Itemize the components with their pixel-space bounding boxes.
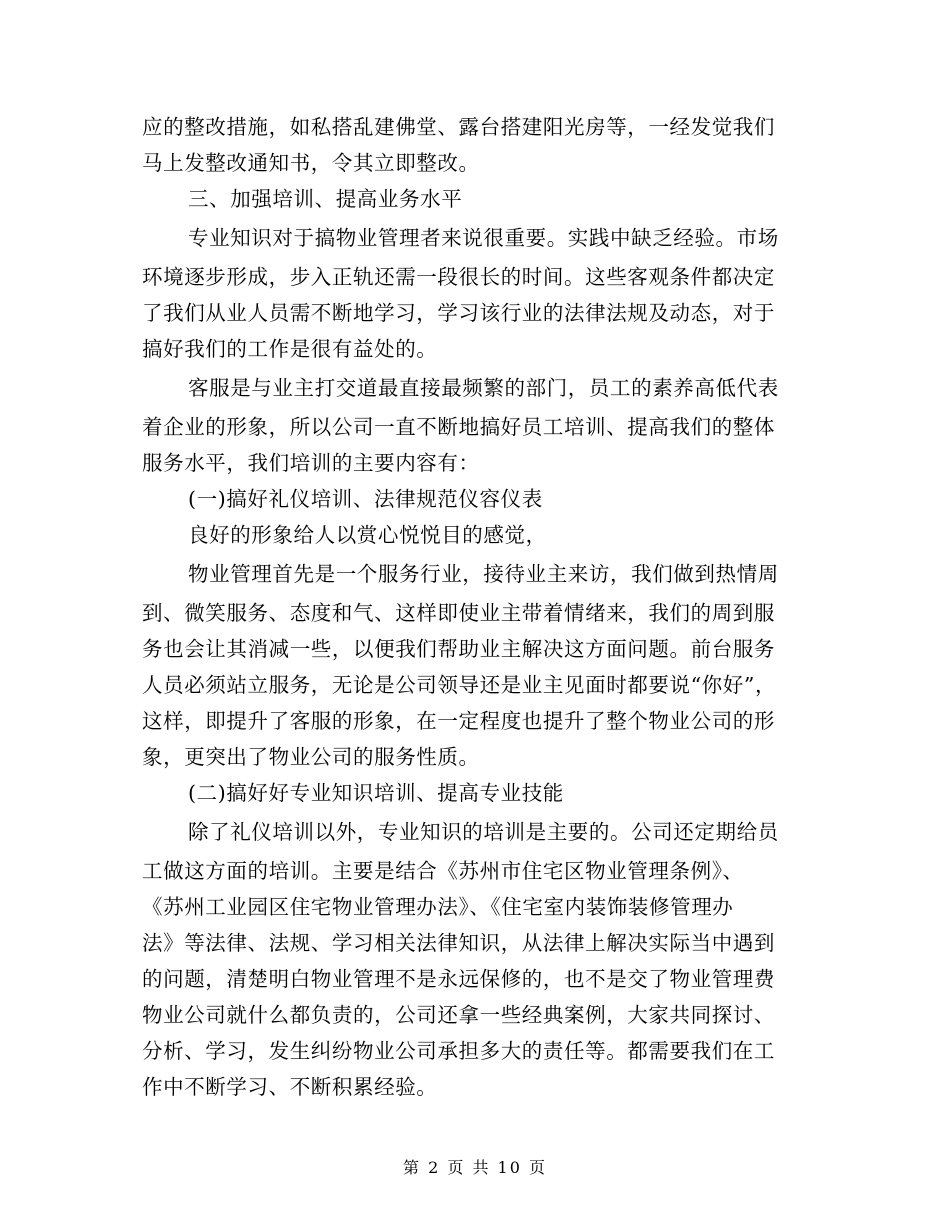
text-line: 法》等法律、法规、学习相关法律知识，从法律上解决实际当中遇到 (142, 931, 775, 955)
text-line: 应的整改措施，如私搭乱建佛堂、露台搭建阳光房等，一经发觉我们 (142, 115, 775, 139)
text-line: 着企业的形象，所以公司一直不断地搞好员工培训、提高我们的整体 (142, 415, 775, 439)
text-line: 了我们从业人员需不断地学习，学习该行业的法律法规及动态，对于 (142, 301, 775, 325)
page-number-footer: 第 2 页 共 10 页 (403, 1158, 547, 1177)
text-line: 环境逐步形成，步入正轨还需一段很长的时间。这些客观条件都决定 (142, 265, 775, 289)
text-line: 客服是与业主打交道最直接最频繁的部门，员工的素养高低代表 (188, 376, 779, 400)
text-line: 《苏州工业园区住宅物业管理办法》、《住宅室内装饰装修管理办 (142, 895, 734, 919)
text-line: 物业管理首先是一个服务行业，接待业主来访，我们做到热情周 (188, 562, 779, 586)
text-line: 物业公司就什么都负责的，公司还拿一些经典案例，大家共同探讨、 (142, 1003, 775, 1027)
text-line: 马上发整改通知书，令其立即整改。 (142, 151, 480, 175)
text-line: 除了礼仪培训以外，专业知识的培训是主要的。公司还定期给员 (188, 820, 779, 844)
text-line: 到、微笑服务、态度和气、这样即使业主带着情绪来，我们的周到服 (142, 601, 775, 625)
subsection-heading: (一)搞好礼仪培训、法律规范仪容仪表 (188, 487, 543, 511)
text-line: 搞好我们的工作是很有益处的。 (142, 337, 438, 361)
text-line: 服务水平，我们培训的主要内容有： (142, 451, 480, 475)
text-line: 分析、学习，发生纠纷物业公司承担多大的责任等。都需要我们在工 (142, 1039, 775, 1063)
text-line: 的问题，清楚明白物业管理不是永远保修的，也不是交了物业管理费 (142, 967, 775, 991)
text-line: 人员必须站立服务，无论是公司领导还是业主见面时都要说“你好”， (142, 673, 777, 697)
section-heading: 三、加强培训、提高业务水平 (188, 187, 463, 211)
text-line: 良好的形象给人以赏心悦悦目的感觉， (188, 523, 547, 547)
text-line: 象，更突出了物业公司的服务性质。 (142, 745, 480, 769)
subsection-heading: (二)搞好好专业知识培训、提高专业技能 (188, 781, 564, 805)
text-line: 作中不断学习、不断积累经验。 (142, 1075, 438, 1099)
text-line: 专业知识对于搞物业管理者来说很重要。实践中缺乏经验。市场 (188, 226, 779, 250)
text-line: 务也会让其消减一些，以便我们帮助业主解决这方面问题。前台服务 (142, 637, 775, 661)
text-line: 工做这方面的培训。主要是结合《苏州市住宅区物业管理条例》、 (142, 859, 744, 883)
text-line: 这样，即提升了客服的形象，在一定程度也提升了整个物业公司的形 (142, 709, 775, 733)
